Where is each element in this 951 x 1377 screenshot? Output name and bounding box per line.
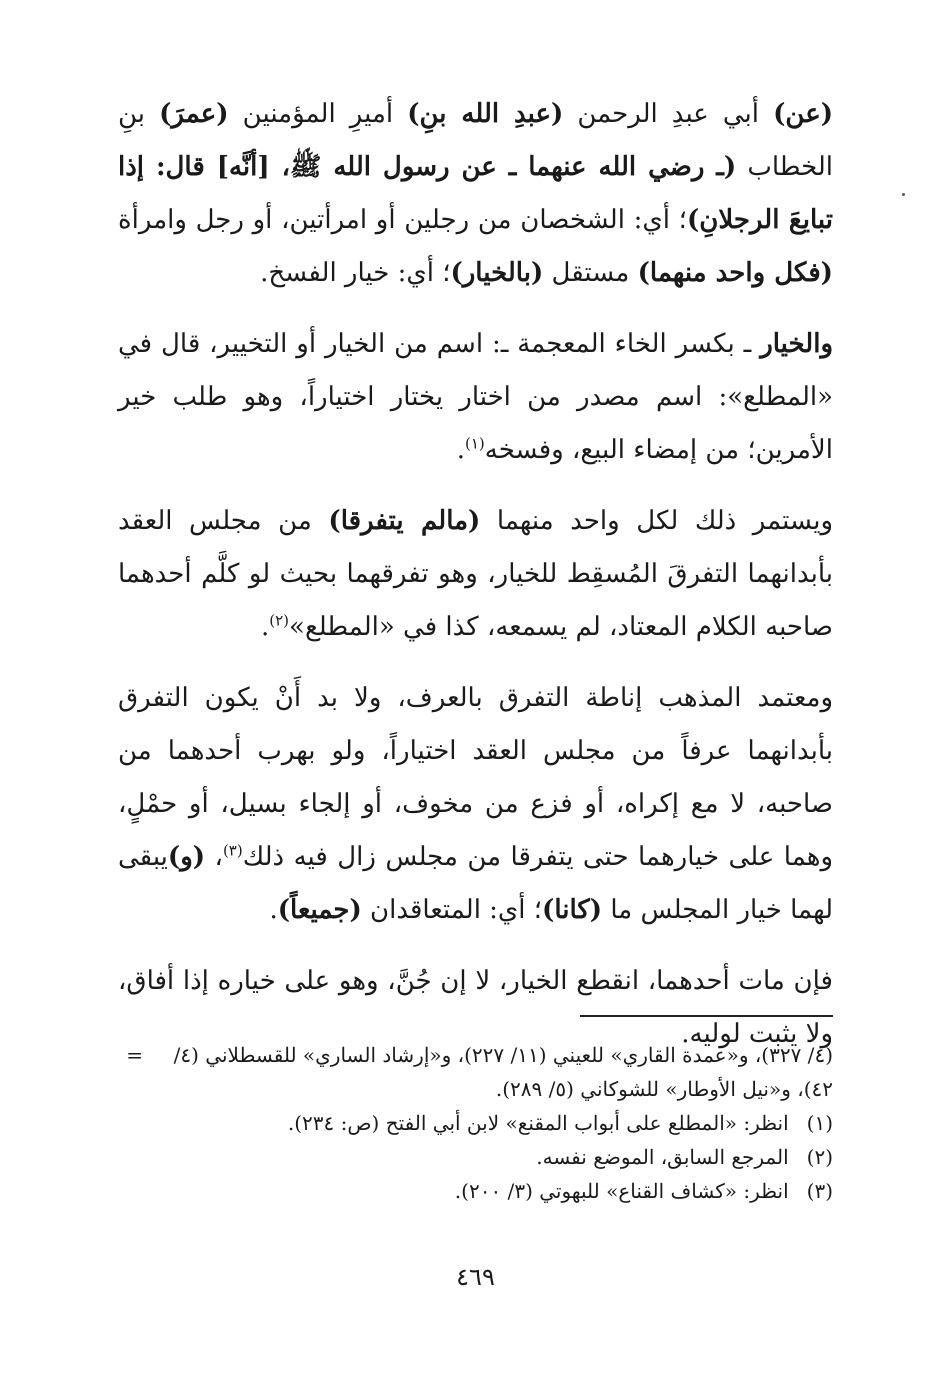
paragraph-1 [118,88,833,300]
footnote-text: انظر: «كشاف القناع» للبهوتي (٣/ ٢٠٠). [454,1179,789,1203]
commentary-text: ؛ أي: خيار الفسخ. [260,258,451,288]
matn-text: (بالخيار) [450,258,544,288]
footnote-separator [580,1015,833,1017]
footnote-2 [118,1140,833,1174]
paragraph-4 [118,672,833,937]
commentary-text: بنِ الخطاب [118,99,834,182]
matn-text: (فكل واحد منهما) [637,258,833,288]
footnote-number: (٣) [806,1179,833,1203]
margin-mark [902,193,905,196]
commentary-text: ويستمر ذلك لكل واحد منهما [480,506,834,536]
paragraph-3 [118,495,833,654]
footnote-text: انظر: «المطلع على أبواب المقنع» لابن أبي الفتح (ص: ٢٣٤). [287,1111,789,1135]
footnote-reference: (٣) [222,841,243,860]
continuation-mark: = [126,1043,143,1067]
page-number: ٤٦٩ [456,1263,495,1291]
footnote-number: (٢) [806,1145,833,1169]
commentary-text: ، [205,842,223,872]
commentary-text: أبي عبدِ الرحمن [563,99,774,129]
footnote-3 [118,1174,833,1208]
matn-text: (جميعاً) [277,895,362,925]
footnote-reference: (١) [465,434,485,453]
commentary-text: ـ بكسر الخاء المعجمة ـ: اسم من الخيار أو التخيير، قال في «المطلع»: اسم مصدر من اختار يختار اختياراً، وهو طلب خير الأمرين؛ من إمضاء البيع، وفسخه [118,329,833,465]
commentary-text: يبقى لهما خيار المجلس ما [118,842,833,925]
commentary-text: ومعتمد المذهب إناطة التفرق بالعرف، ولا بد أَنْ يكون التفرق بأبدانهما عرفاً من مجلس العقد اختياراً، ولو بهرب أحدهما من صاحبه، لا مع إكراه، أو فزع من مخوف، أو إلجاء بسيل، أو حمْلٍ، وهما على خيارهما حتى يتفرقا من مجلس زال فيه ذلك [118,683,833,872]
commentary-text: فإن مات أحدهما، انقطع الخيار، لا إن جُنَّ، وهو على خياره إذا أفاق، ولا يثبت لوليه. [118,966,833,1049]
main-text [118,88,833,1079]
matn-text: (كانا) [542,895,603,925]
footnote-number: (١) [806,1111,833,1135]
footnote-continuation-text: (٤/ ٣٢٧)، و«عمدة القاري» للعيني (١١/ ٢٢٧)، و«إرشاد الساري» للقسطلاني (٤/ ٤٢)، و«نيل الأوطار» للشوكاني (٥/ ٢٨٩). [173,1043,833,1101]
paragraph-2 [118,318,833,477]
commentary-text: . [269,895,278,925]
matn-text: (و) [167,842,206,872]
matn-text: (عبدِ الله بنِ) [407,99,564,129]
footnote-reference: (٢) [269,611,290,630]
commentary-text: أميرِ المؤمنين [228,99,408,129]
commentary-text: . [260,612,270,642]
matn-text: (مالم يتفرقا) [328,506,481,536]
commentary-text: من مجلس العقد بأبدانهما التفرقَ المُسقِط للخيار، وهو تفرقهما بحيث لو كلَّم أحدهما صاحبه الكلام المعتاد، لم يسمعه، كذا في «المطلع» [118,506,833,642]
footnote-1 [118,1106,833,1140]
commentary-text: ؛ أي: المتعاقدان [361,895,543,925]
matn-text: (عن) [773,99,834,129]
matn-text: والخيار [760,329,833,359]
commentary-text: ؛ أي: الشخصان من رجلين أو امرأتين، أو رجل وامرأة [118,205,687,235]
footnotes [118,1038,833,1208]
footnote-text: المرجع السابق، الموضع نفسه. [536,1145,789,1169]
footnote-continuation [118,1038,833,1106]
commentary-text: مستقل [543,258,638,288]
matn-text: (عمرَ) [159,99,229,129]
commentary-text: . [456,435,465,465]
matn-text: (ـ رضي الله عنهما ـ عن رسول الله ﷺ، [أنَّه] قال: إذا تبايعَ الرجلانِ) [118,152,833,235]
